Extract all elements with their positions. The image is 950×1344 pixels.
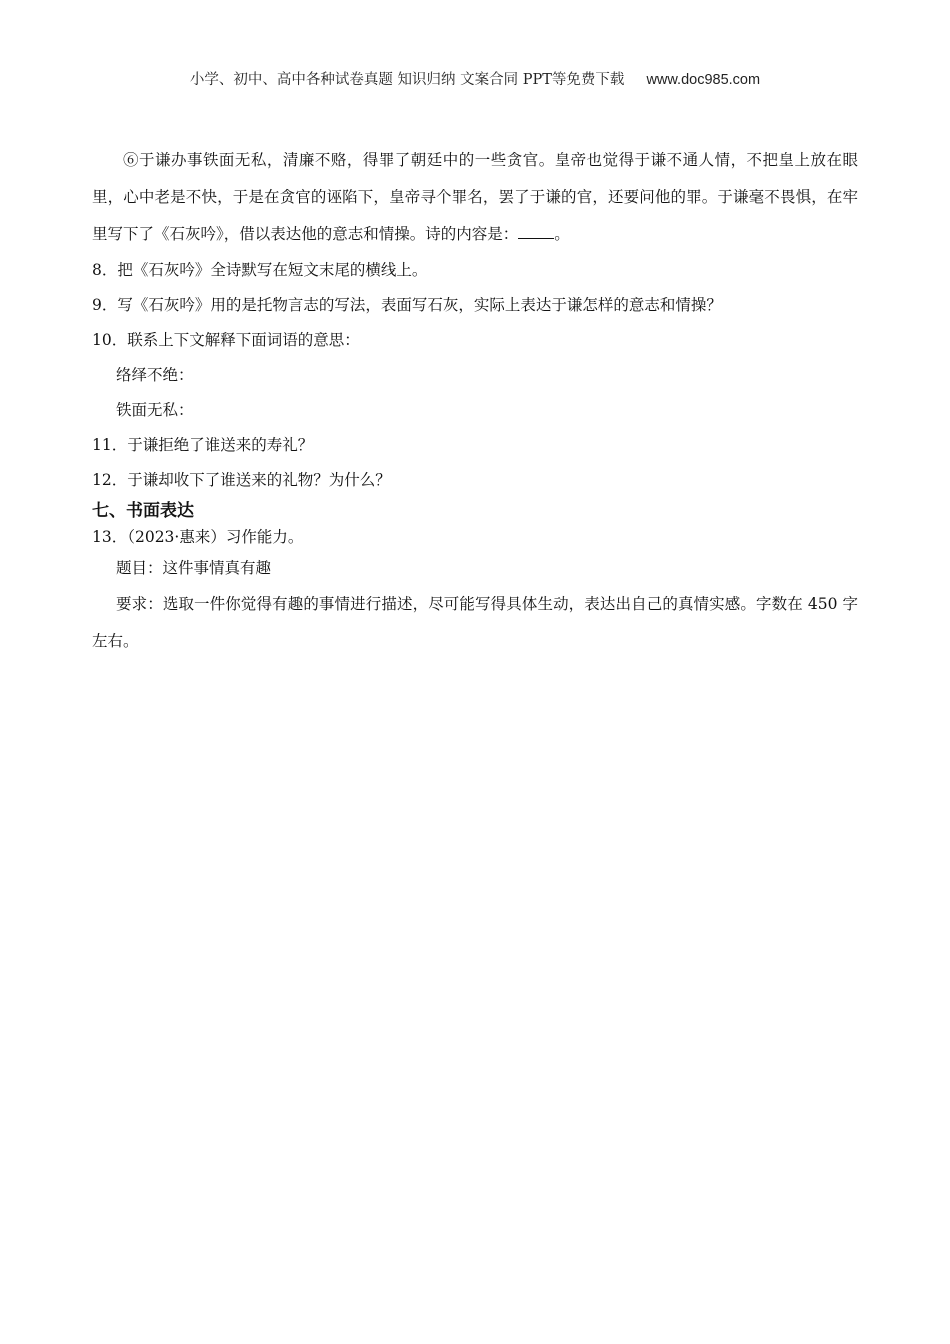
header-site-link[interactable]: www.doc985.com (646, 72, 761, 88)
section-7-title: 七、书面表达 (92, 501, 194, 521)
paragraph-6-text: ⑥于谦办事铁面无私，清廉不赂，得罪了朝廷中的一些贪官。皇帝也觉得于谦不通人情，不把皇上放在眼里，心中老是不快，于是在贪官的诬陷下，皇帝寻个罪名，罢了于谦的官，还要问他的罪。于谦毫不畏惧，在牢里写下了《石灰吟》，借以表达他的意志和情操。诗的内容是： (92, 151, 858, 243)
page-header (0, 68, 950, 89)
question-10-term-2: 铁面无私： (116, 401, 194, 419)
header-text: 小学、初中、高中各种试卷真题 知识归纳 文案合同 PPT等免费下载 (189, 72, 625, 88)
question-11: 11．于谦拒绝了谁送来的寿礼？ (92, 436, 314, 454)
question-13: 13．（2023·惠来）习作能力。 (92, 528, 304, 546)
writing-requirement: 要求：选取一件你觉得有趣的事情进行描述，尽可能写得具体生动，表达出自己的真情实感。字数在 450 字左右。 (92, 595, 858, 650)
writing-topic: 题目：这件事情真有趣 (116, 559, 272, 577)
document-body (92, 142, 858, 660)
answer-blank[interactable] (518, 224, 554, 239)
question-9: 9．写《石灰吟》用的是托物言志的写法，表面写石灰，实际上表达于谦怎样的意志和情操？ (92, 296, 722, 314)
question-8: 8．把《石灰吟》全诗默写在短文末尾的横线上。 (92, 261, 428, 279)
paragraph-6-end: 。 (554, 225, 570, 243)
question-10: 10．联系上下文解释下面词语的意思： (92, 331, 360, 349)
question-12: 12．于谦却收下了谁送来的礼物？为什么？ (92, 471, 391, 489)
question-10-term-1: 络绎不绝： (116, 366, 194, 384)
passage-paragraph-6 (92, 142, 858, 253)
